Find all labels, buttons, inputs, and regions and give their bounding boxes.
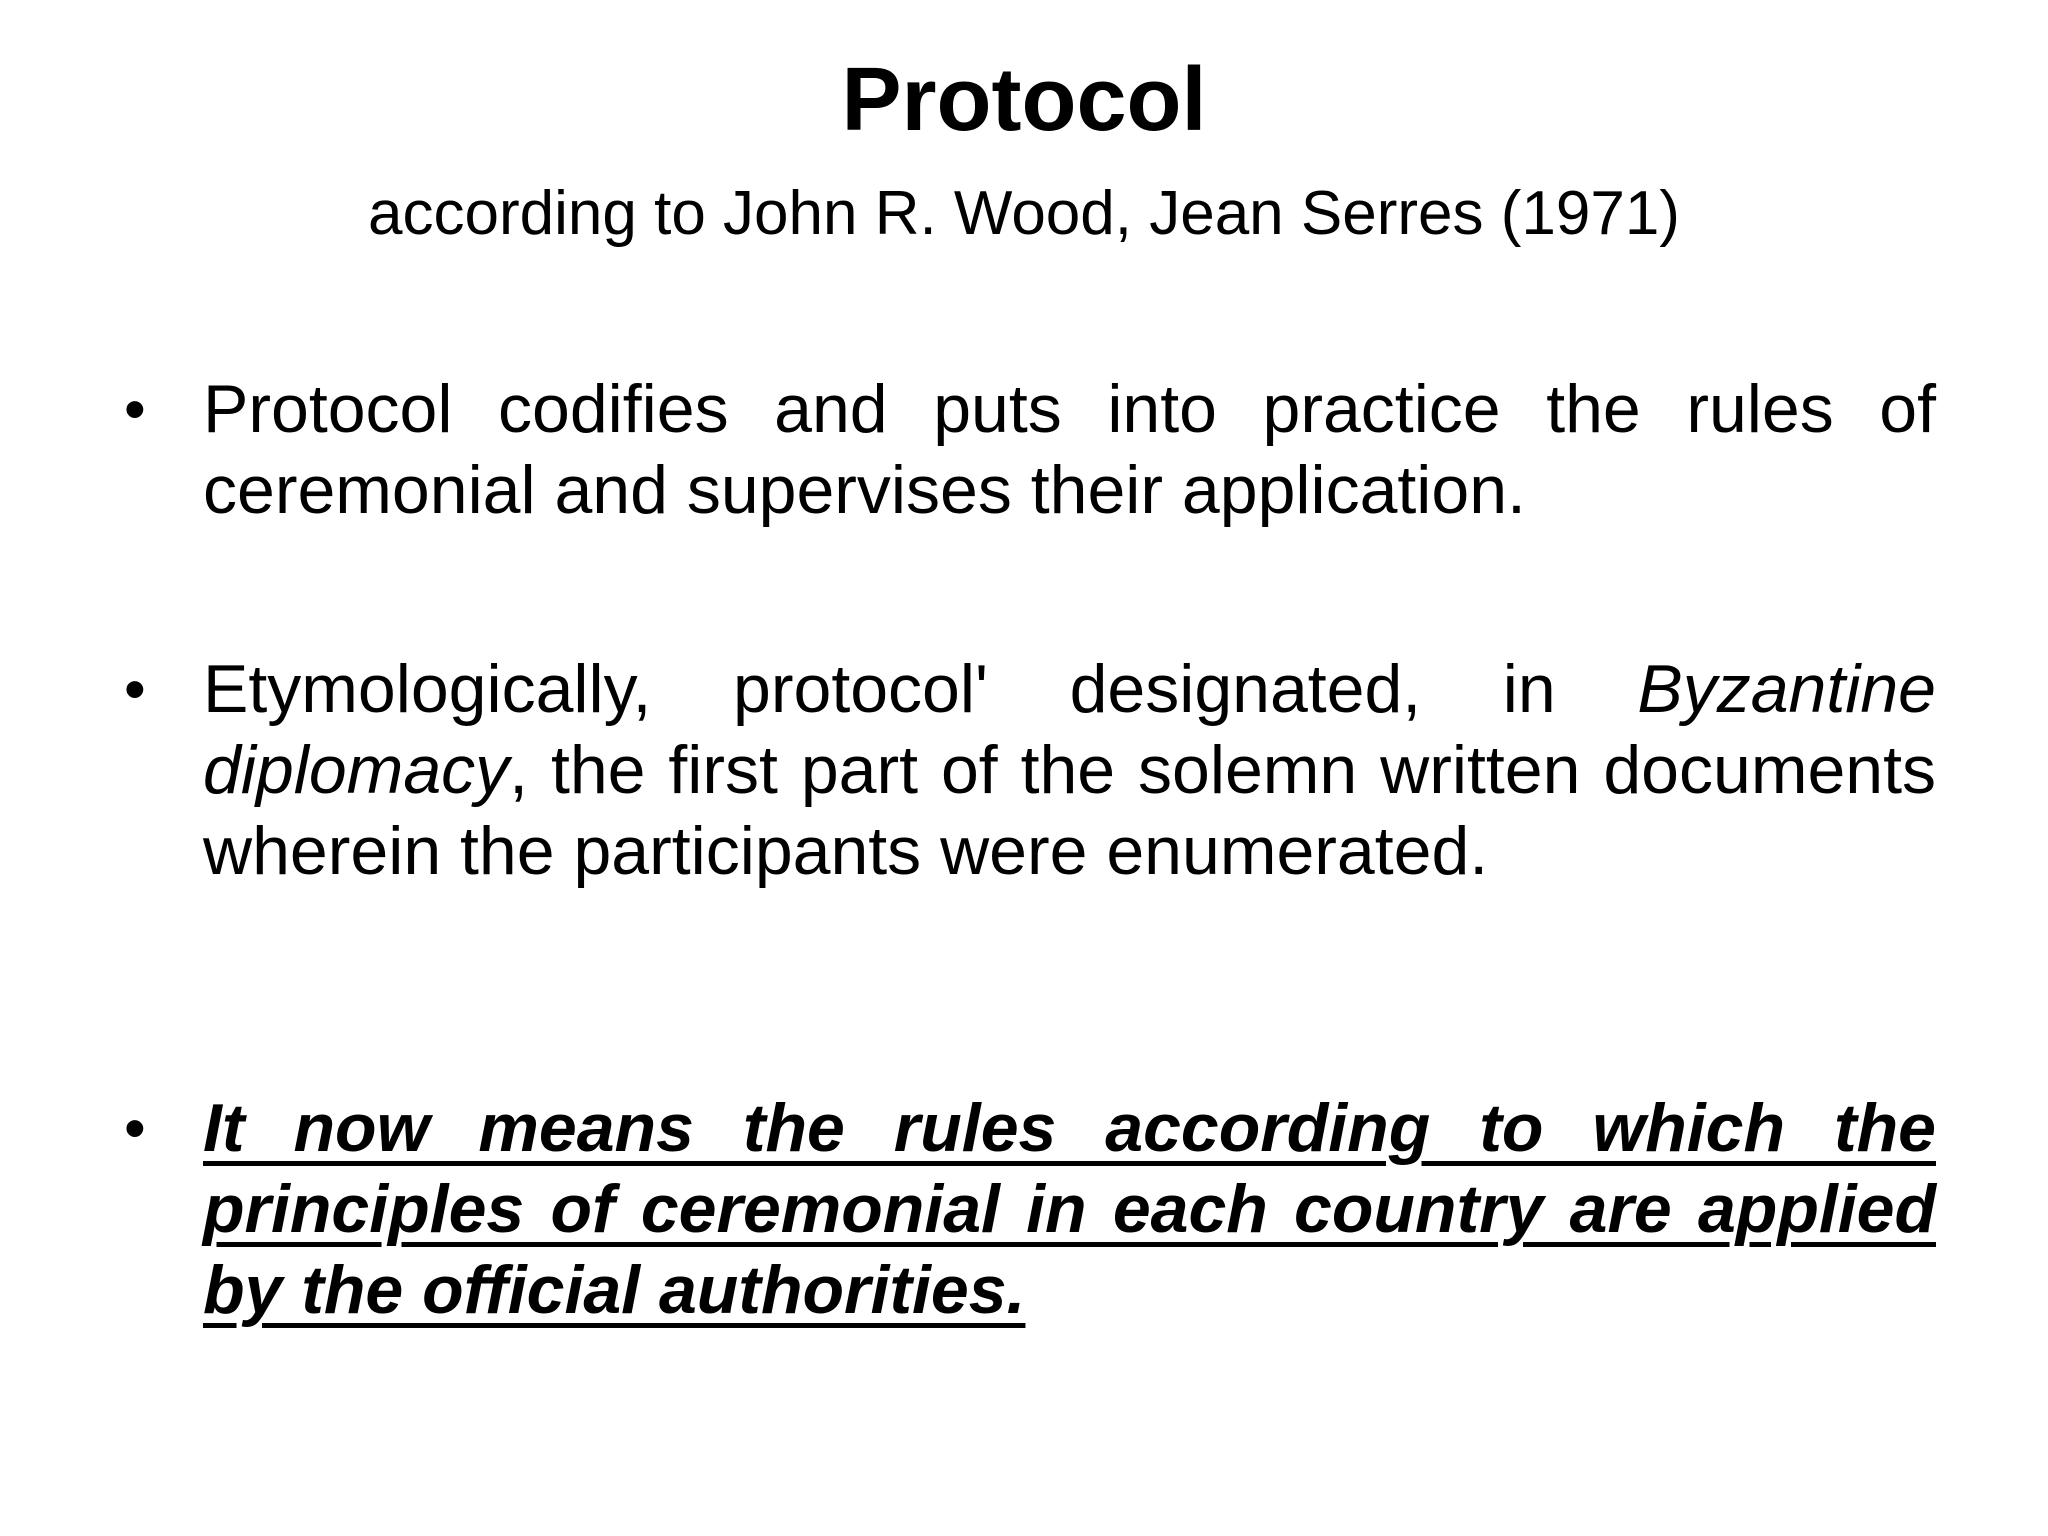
bullet-marker: • [124,1094,146,1163]
bullet-text-1: Protocol codifies and puts into practice the rules of ceremonial and supervises their application. [203,371,1936,528]
bullet-text-2-part1: Etymologically, protocol' designated, in [203,651,1638,727]
slide-subtitle: according to John R. Wood, Jean Serres (1971) [368,179,1680,248]
slide-title: Protocol [841,50,1207,150]
bullet-text-3 [203,1088,1936,1331]
bullet-text-2-italic: Byzantine diplomacy [203,651,1936,808]
bullet-text-3-emphasis: It now means the rules according to which the principles of ceremonial in each country are applied by the official authorities. [203,1090,1936,1328]
bullet-marker: • [124,655,146,724]
bullet-marker: • [124,375,146,444]
bullet-text-2 [203,649,1936,892]
bullet-text-2-part2: , the first part of the solemn written documents wherein the participants were enumerated. [203,732,1936,889]
